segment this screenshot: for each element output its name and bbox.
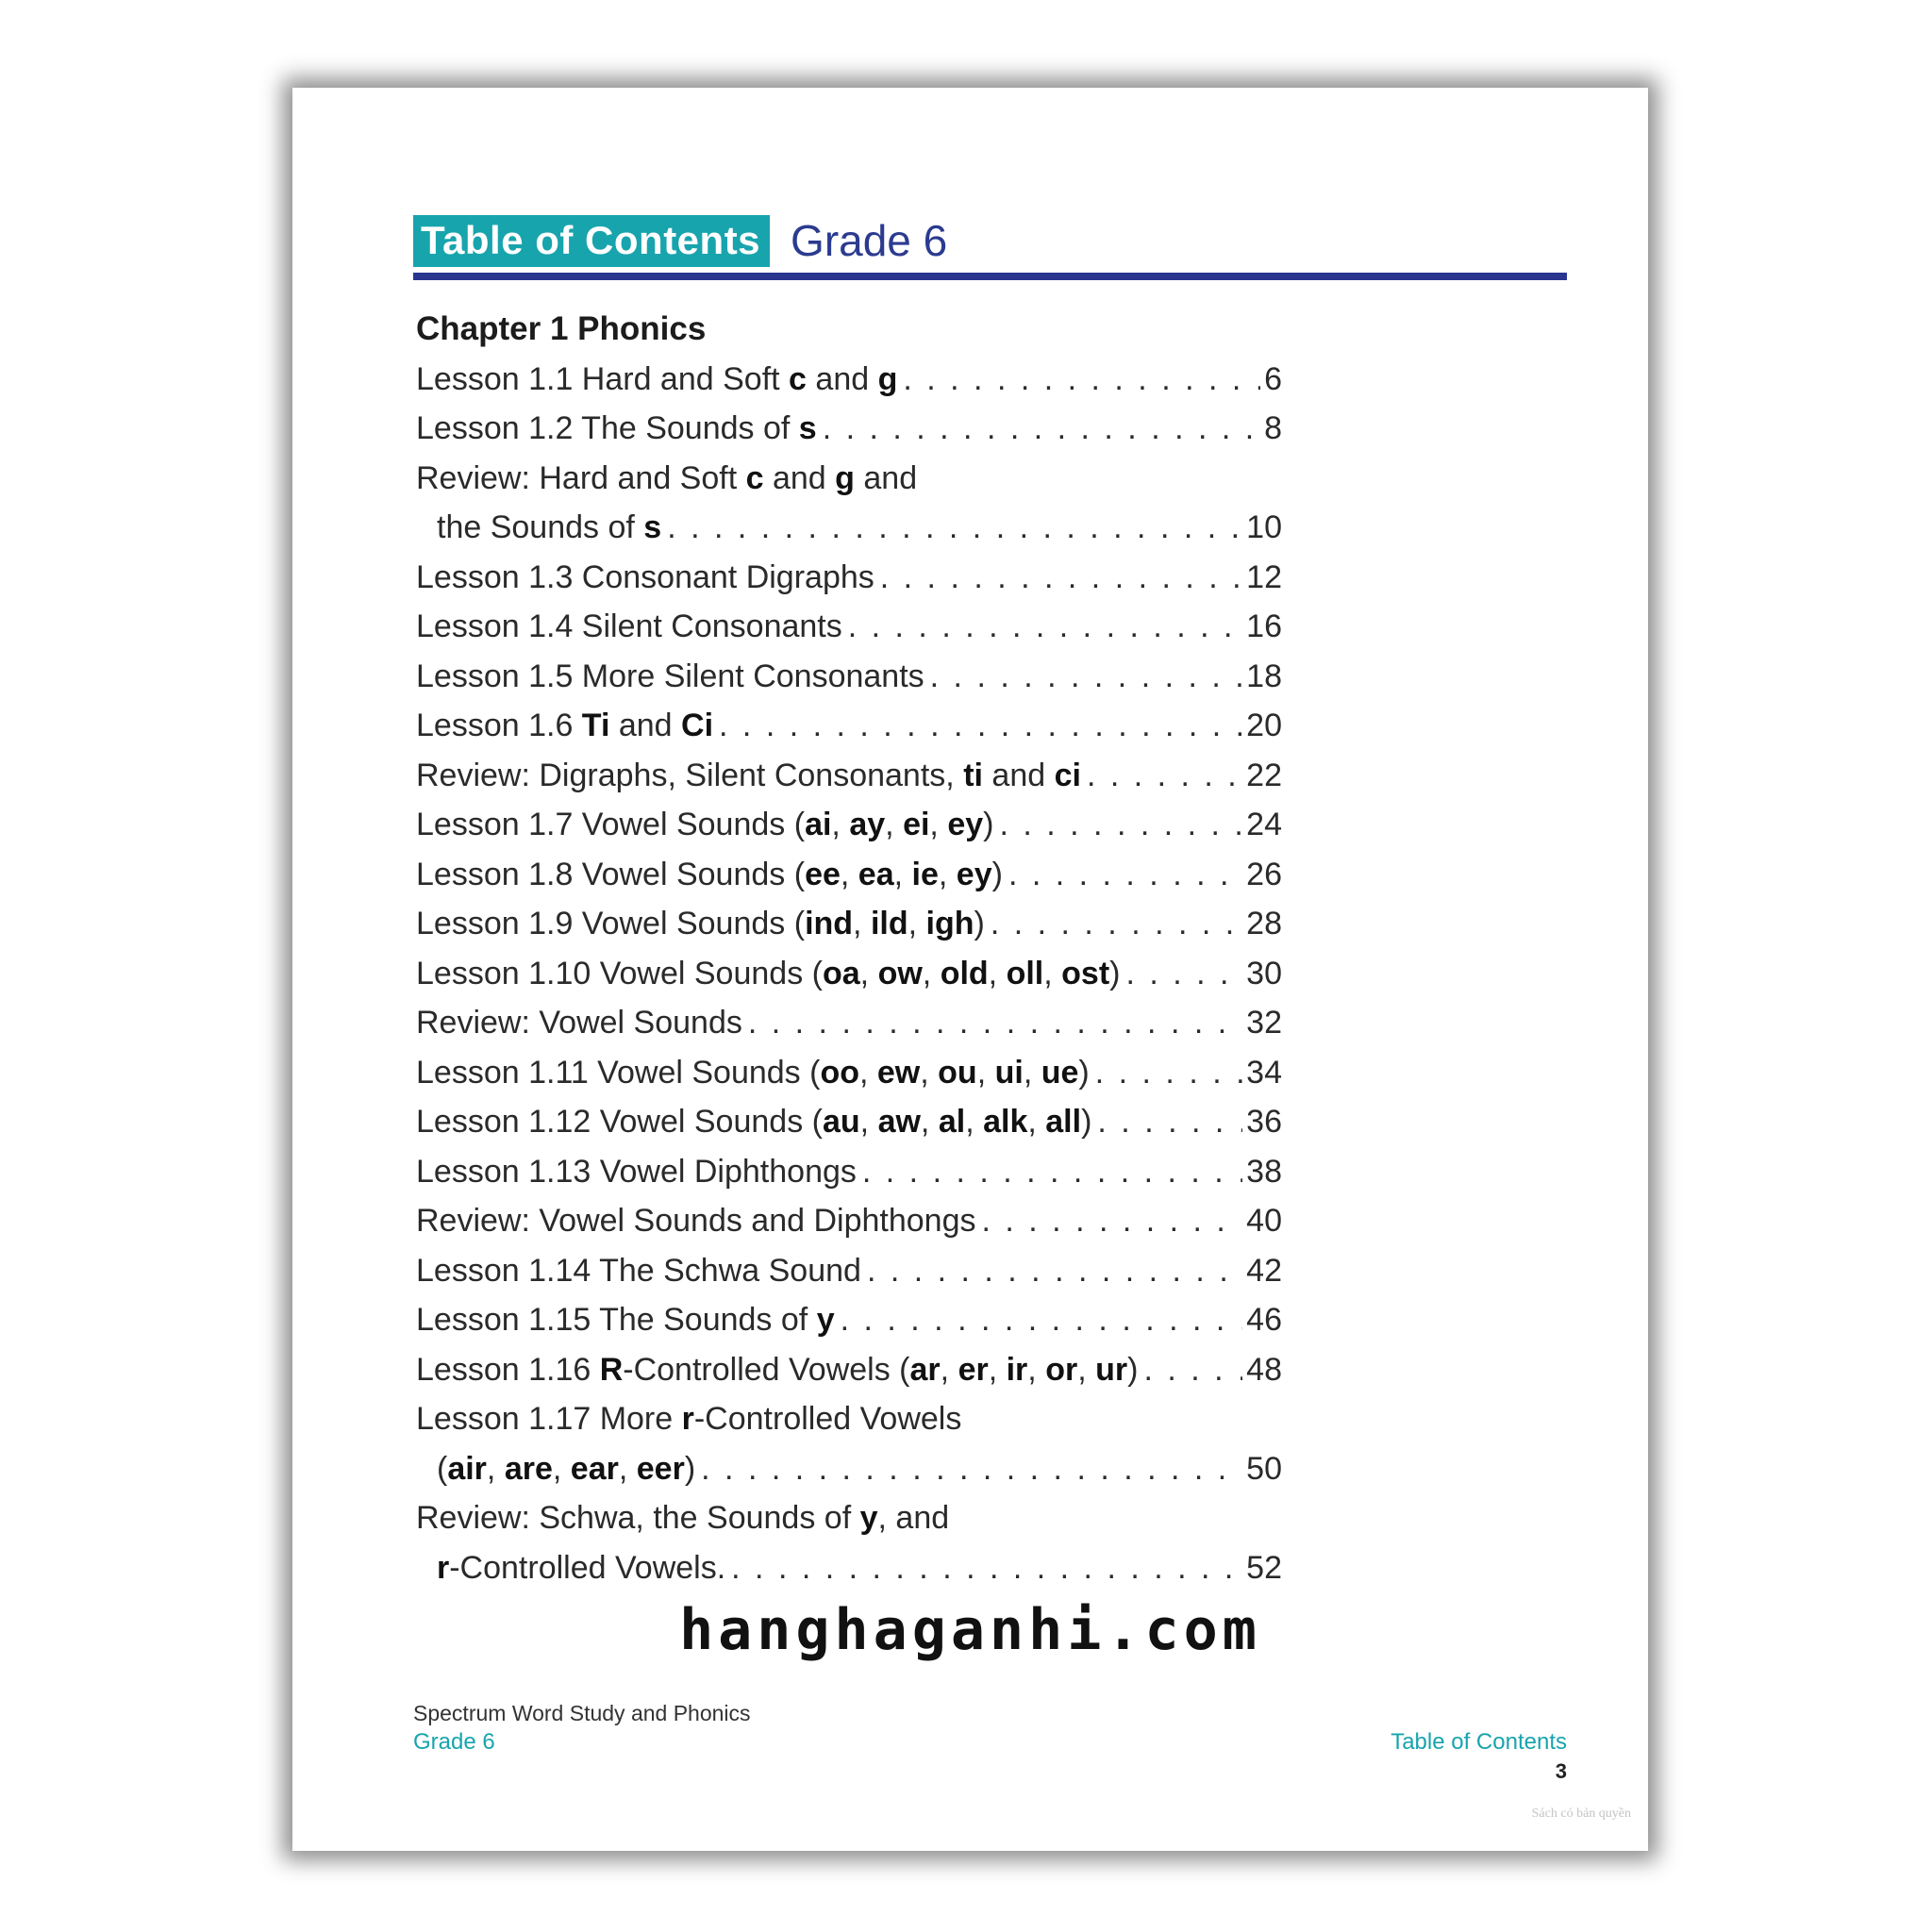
toc-entry-text: ) <box>974 906 985 941</box>
toc-entry-text: Lesson 1.11 Vowel Sounds ( <box>416 1054 821 1091</box>
toc-entry-text: Review: Digraphs, Silent Consonants, <box>416 757 964 793</box>
toc-entry-text: -Controlled Vowels ( <box>623 1351 910 1388</box>
toc-entry-title <box>416 850 1003 900</box>
toc-entry-highlight: air <box>447 1450 487 1487</box>
toc-leader-dots <box>748 998 1242 1048</box>
toc-entry-text: and <box>982 757 1055 793</box>
toc-entry-title <box>416 1394 961 1444</box>
toc-entry-highlight: are <box>504 1450 553 1487</box>
toc-entry <box>416 701 1282 751</box>
toc-entry-text: Review: Vowel Sounds and Diphthongs <box>416 1203 976 1239</box>
toc-entry-text: , <box>552 1450 571 1487</box>
toc-entry-text: Lesson 1.12 Vowel Sounds ( <box>416 1104 823 1140</box>
toc-entry-text: , <box>1023 1054 1041 1091</box>
toc-entry-text: ) <box>983 807 994 842</box>
toc-entry-text: , <box>840 856 858 892</box>
toc-entry-highlight: R <box>599 1351 624 1388</box>
toc-leader-dots <box>719 701 1242 751</box>
toc-leader-dots <box>982 1196 1243 1246</box>
toc-entry-text: the Sounds of <box>437 509 644 545</box>
toc-leader-dots <box>903 355 1260 405</box>
toc-entry-text: , <box>893 856 912 892</box>
toc-entry-page: 38 <box>1246 1153 1282 1190</box>
toc-entry <box>416 355 1282 405</box>
toc-leader-dots <box>823 404 1260 454</box>
toc-entry <box>416 553 1282 603</box>
toc-entry-highlight: ai <box>805 807 832 842</box>
toc-entry-text: Lesson 1.1 Hard and Soft <box>416 360 790 397</box>
toc-entry-text: Lesson 1.3 Consonant Digraphs <box>416 558 874 595</box>
toc-entry-text: , <box>1077 1351 1096 1388</box>
toc-entry-text: , <box>976 1054 995 1091</box>
toc-entry <box>416 1295 1282 1345</box>
toc-entry-highlight: Ci <box>681 708 714 743</box>
toc-entry-text: Review: Schwa, the Sounds of <box>416 1500 860 1536</box>
toc-entry-page: 10 <box>1246 509 1282 545</box>
chapter-heading: Chapter 1 Phonics <box>416 310 707 347</box>
toc-entry-highlight: old <box>940 955 989 991</box>
toc-entry-highlight: igh <box>925 906 974 941</box>
toc-entry-text: , <box>859 955 878 991</box>
toc-entry-page: 52 <box>1246 1549 1282 1586</box>
toc-entry-text: ) <box>1127 1351 1139 1388</box>
toc-entry-text: ( <box>437 1450 448 1487</box>
toc-entry <box>416 454 1282 504</box>
toc-entry-title <box>416 1345 1138 1395</box>
toc-entry-text: ) <box>1081 1104 1092 1140</box>
toc-entry-highlight: ei <box>903 807 930 842</box>
toc-entry <box>416 899 1282 949</box>
toc-entry-text: Lesson 1.7 Vowel Sounds ( <box>416 807 806 842</box>
toc-entry-highlight: ost <box>1061 955 1110 991</box>
watermark-url: hanghaganhi.com <box>679 1597 1261 1663</box>
toc-entry-page: 28 <box>1246 906 1282 941</box>
toc-entry-text: , <box>853 906 871 941</box>
toc-entry-highlight: ew <box>876 1054 921 1091</box>
toc-entry-text: ) <box>684 1450 696 1487</box>
toc-entry-text: , <box>858 1054 877 1091</box>
toc-entry-page: 24 <box>1246 807 1282 842</box>
toc-entry <box>416 850 1282 900</box>
toc-entry-text: Lesson 1.8 Vowel Sounds ( <box>416 856 806 892</box>
toc-entry-highlight: ti <box>963 757 983 793</box>
toc-entry-text: Lesson 1.16 <box>416 1351 600 1388</box>
toc-entry-title <box>416 800 993 850</box>
toc-entry-highlight: g <box>877 360 898 397</box>
toc-leader-dots <box>1097 1097 1242 1147</box>
toc-entry-text: , <box>988 1351 1007 1388</box>
toc-entry-page: 22 <box>1246 757 1282 793</box>
toc-entry-highlight: ey <box>947 807 984 842</box>
toc-leader-dots <box>862 1147 1242 1197</box>
toc-entry-highlight: ou <box>938 1054 977 1091</box>
toc-entry-title <box>416 602 842 652</box>
toc-entry-page: 32 <box>1246 1005 1282 1041</box>
toc-entry <box>416 751 1282 801</box>
toc-entry <box>416 1196 1282 1246</box>
toc-entry-text: , and <box>877 1500 950 1536</box>
toc-entry <box>416 1444 1282 1494</box>
toc-entry-text: , <box>922 955 941 991</box>
toc-entry-title <box>437 503 661 553</box>
toc-entry-title <box>416 1097 1091 1147</box>
toc-entry-text: , <box>920 1054 939 1091</box>
toc-entry <box>416 1147 1282 1197</box>
toc-entry-text: Lesson 1.14 The Schwa Sound <box>416 1252 861 1289</box>
toc-entry <box>416 949 1282 999</box>
toc-list <box>416 305 1282 1592</box>
toc-entry-highlight: er <box>958 1351 989 1388</box>
toc-entry <box>416 652 1282 702</box>
toc-entry-text: , <box>1027 1104 1046 1140</box>
toc-entry-highlight: ea <box>858 856 894 892</box>
toc-leader-dots <box>731 1543 1242 1593</box>
toc-leader-dots <box>1143 1345 1242 1395</box>
toc-entry-text: Lesson 1.5 More Silent Consonants <box>416 658 924 694</box>
toc-entry-highlight: c <box>745 459 764 496</box>
toc-entry <box>416 1048 1282 1098</box>
toc-entry-highlight: c <box>789 360 807 397</box>
toc-entry-highlight: ue <box>1041 1054 1079 1091</box>
toc-entry-page: 18 <box>1246 658 1282 694</box>
toc-entry-highlight: ie <box>911 856 939 892</box>
toc-entry <box>416 1345 1282 1395</box>
toc-leader-dots <box>1125 949 1242 999</box>
toc-entry-highlight: y <box>859 1500 878 1536</box>
toc-entry-title <box>437 1543 725 1593</box>
toc-entry-highlight: ild <box>870 906 908 941</box>
toc-entry-highlight: ind <box>805 906 854 941</box>
toc-entry-page: 8 <box>1264 410 1282 446</box>
toc-entry-text: and <box>854 459 918 496</box>
toc-leader-dots <box>848 602 1242 652</box>
toc-entry-text: , <box>831 807 850 842</box>
toc-entry-page: 16 <box>1246 608 1282 644</box>
toc-entry-text: , <box>940 1351 958 1388</box>
toc-leader-dots <box>867 1246 1242 1296</box>
toc-entry <box>416 1097 1282 1147</box>
toc-entry-text: Lesson 1.9 Vowel Sounds ( <box>416 906 806 941</box>
toc-entry-title <box>416 1048 1090 1098</box>
toc-entry-highlight: alk <box>983 1104 1028 1140</box>
toc-entry-page: 46 <box>1246 1302 1282 1338</box>
toc-entry-title <box>416 553 874 603</box>
toc-entry-title <box>416 1493 949 1543</box>
toc-entry-highlight: s <box>643 509 662 545</box>
toc-entry-highlight: au <box>822 1104 860 1140</box>
toc-entry-page: 48 <box>1246 1351 1282 1388</box>
toc-entry-text: , <box>920 1104 939 1140</box>
toc-entry-text: and <box>806 360 878 397</box>
toc-entry-title <box>416 355 897 405</box>
toc-entry-highlight: aw <box>877 1104 921 1140</box>
toc-entry-text: , <box>885 807 904 842</box>
toc-entry-highlight: ay <box>849 807 886 842</box>
toc-entry-page: 50 <box>1246 1450 1282 1487</box>
toc-entry-text: , <box>1043 955 1062 991</box>
toc-entry-highlight: g <box>835 459 855 496</box>
toc-entry-title <box>416 998 742 1048</box>
toc-entry-text: ) <box>1109 955 1121 991</box>
toc-entry-text: Lesson 1.13 Vowel Diphthongs <box>416 1153 857 1190</box>
toc-entry-highlight: al <box>938 1104 966 1140</box>
toc-entry-text: Lesson 1.4 Silent Consonants <box>416 608 842 644</box>
toc-entry-title <box>416 899 985 949</box>
toc-entry-page: 26 <box>1246 856 1282 892</box>
toc-entry-highlight: ow <box>877 955 923 991</box>
footer-book-title: Spectrum Word Study and Phonics <box>413 1701 751 1725</box>
toc-entry-title <box>416 1295 835 1345</box>
toc-entry-page: 12 <box>1246 558 1282 595</box>
toc-entry-page: 20 <box>1246 708 1282 743</box>
toc-entry-title <box>416 404 817 454</box>
toc-entry-text: Lesson 1.17 More <box>416 1401 682 1437</box>
toc-leader-dots <box>841 1295 1243 1345</box>
toc-entries <box>416 355 1282 1593</box>
toc-entry-page: 30 <box>1246 955 1282 991</box>
toc-entry-text: , <box>859 1104 878 1140</box>
grade-title: Grade 6 <box>791 216 948 265</box>
toc-entry-title <box>416 1147 857 1197</box>
toc-entry-highlight: all <box>1045 1104 1082 1140</box>
toc-leader-dots <box>1008 850 1242 900</box>
toc-entry-highlight: ey <box>956 856 992 892</box>
toc-entry <box>416 602 1282 652</box>
toc-leader-dots <box>999 800 1242 850</box>
toc-entry <box>416 1493 1282 1543</box>
toc-entry-page: 42 <box>1246 1252 1282 1289</box>
toc-entry-text: and <box>609 708 682 743</box>
toc-entry-text: ) <box>1078 1054 1090 1091</box>
toc-entry-page: 40 <box>1246 1203 1282 1239</box>
toc-entry-text: Lesson 1.6 <box>416 708 582 743</box>
toc-entry-title <box>416 949 1120 999</box>
footer-section-title: Table of Contents <box>1391 1729 1567 1755</box>
toc-entry-page: 6 <box>1264 360 1282 397</box>
toc-badge: Table of Contents <box>413 215 770 267</box>
toc-entry-page: 36 <box>1246 1104 1282 1140</box>
toc-entry-text: ) <box>991 856 1003 892</box>
toc-entry-text: Lesson 1.10 Vowel Sounds ( <box>416 955 823 991</box>
toc-entry-highlight: oo <box>820 1054 859 1091</box>
toc-entry-highlight: ui <box>994 1054 1024 1091</box>
toc-entry-text: , <box>938 856 957 892</box>
toc-entry-highlight: s <box>798 410 817 446</box>
toc-entry-highlight: ee <box>805 856 841 892</box>
toc-leader-dots <box>667 503 1242 553</box>
toc-entry <box>416 404 1282 454</box>
page-header <box>413 212 947 269</box>
toc-entry-title <box>437 1444 695 1494</box>
toc-entry-text: Review: Vowel Sounds <box>416 1005 742 1041</box>
toc-entry-title <box>416 701 713 751</box>
toc-leader-dots <box>1087 751 1242 801</box>
toc-entry-text: , <box>1027 1351 1046 1388</box>
toc-entry-text: Lesson 1.15 The Sounds of <box>416 1302 817 1338</box>
toc-entry-highlight: eer <box>636 1450 685 1487</box>
toc-entry-highlight: ear <box>570 1450 619 1487</box>
toc-entry-text: -Controlled Vowels. <box>449 1549 726 1586</box>
toc-entry-title <box>416 751 1081 801</box>
toc-entry-highlight: ar <box>909 1351 941 1388</box>
toc-entry-highlight: y <box>816 1302 835 1338</box>
toc-entry-title <box>416 652 924 702</box>
toc-entry-highlight: ir <box>1006 1351 1028 1388</box>
toc-entry-text: and <box>763 459 836 496</box>
toc-leader-dots <box>880 553 1242 603</box>
toc-entry-title <box>416 1196 976 1246</box>
toc-entry-text: , <box>965 1104 984 1140</box>
toc-entry-text: Review: Hard and Soft <box>416 459 746 496</box>
toc-entry-highlight: r <box>437 1549 450 1586</box>
toc-entry <box>416 503 1282 553</box>
toc-entry-text: , <box>929 807 948 842</box>
footer-page-number: 3 <box>1555 1759 1567 1783</box>
header-rule <box>413 273 1567 280</box>
toc-entry-highlight: oa <box>822 955 860 991</box>
document-page <box>292 88 1648 1851</box>
toc-leader-dots <box>1095 1048 1242 1098</box>
toc-leader-dots <box>701 1444 1242 1494</box>
toc-entry <box>416 1394 1282 1444</box>
toc-entry-highlight: ci <box>1054 757 1081 793</box>
toc-entry-title <box>416 1246 861 1296</box>
toc-entry-highlight: or <box>1045 1351 1078 1388</box>
toc-entry <box>416 1246 1282 1296</box>
toc-entry-text: -Controlled Vowels <box>693 1401 962 1437</box>
toc-entry-title <box>416 454 917 504</box>
toc-entry-highlight: r <box>681 1401 694 1437</box>
toc-entry-text: , <box>988 955 1007 991</box>
toc-entry-text: , <box>908 906 926 941</box>
toc-entry <box>416 800 1282 850</box>
toc-entry <box>416 1543 1282 1593</box>
toc-leader-dots <box>991 899 1242 949</box>
toc-entry <box>416 998 1282 1048</box>
footer-grade: Grade 6 <box>413 1729 495 1755</box>
toc-entry-page: 34 <box>1246 1054 1282 1091</box>
toc-entry-highlight: oll <box>1006 955 1044 991</box>
toc-entry-highlight: ur <box>1095 1351 1128 1388</box>
toc-leader-dots <box>930 652 1243 702</box>
toc-entry-text: Lesson 1.2 The Sounds of <box>416 410 799 446</box>
toc-entry-highlight: Ti <box>581 708 610 743</box>
toc-entry-text: , <box>618 1450 637 1487</box>
toc-entry-text: , <box>486 1450 505 1487</box>
copyright-note: Sách có bản quyền <box>1531 1807 1631 1821</box>
